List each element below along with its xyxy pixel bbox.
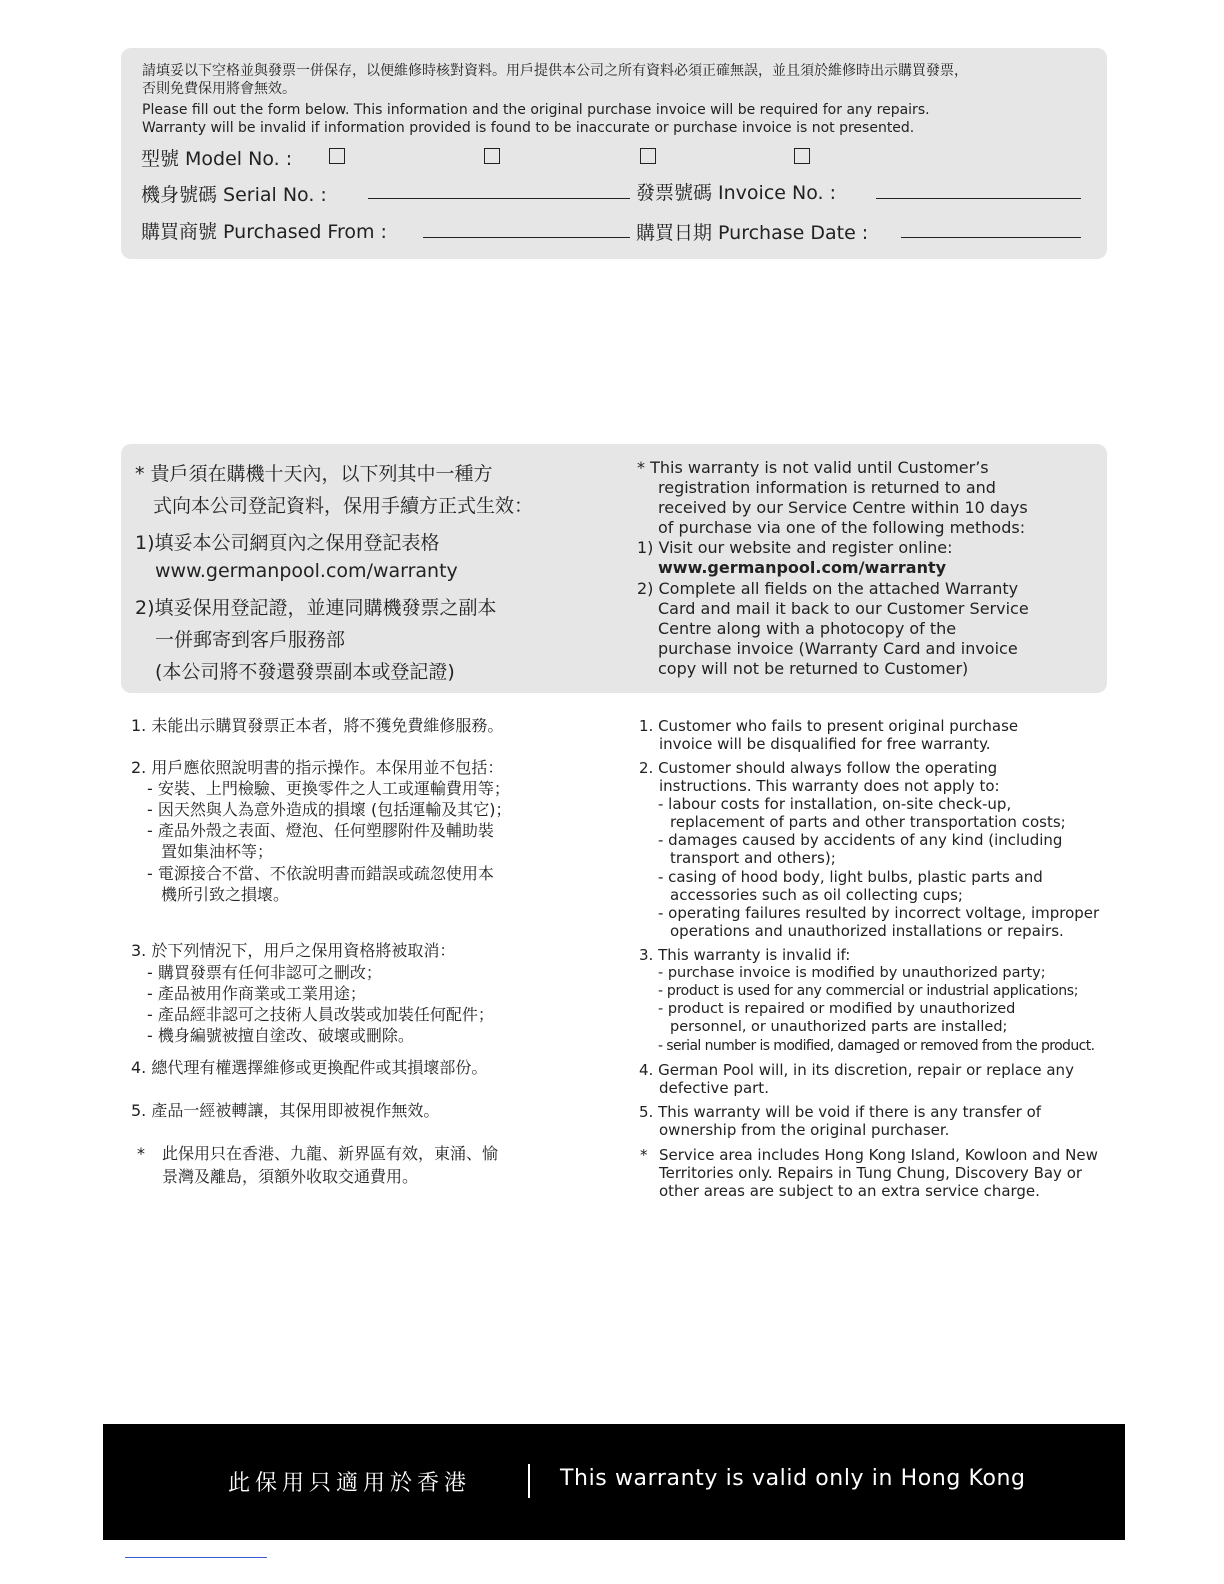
term-zh-line: 此保用只在香港、九龍、新界區有效，東涌、愉 [162,1144,499,1163]
term-en-line: defective part. [659,1079,769,1097]
notice-en-line: 1) Visit our website and register online: [637,538,953,557]
notice-en-line: 2) Complete all fields on the attached Warranty [637,579,1019,598]
term-en-line: 1. Customer who fails to present original purchase [639,717,1019,735]
term-zh-line: - 產品經非認可之技術人員改裝或加裝任何配件； [147,1005,494,1024]
footer-en-text: This warranty is valid only in Hong Kong [560,1466,1026,1491]
term-en-line: - purchase invoice is modified by unauthorized party; [658,965,1046,981]
term-zh-line: 2. 用戶應依照說明書的指示操作。本保用並不包括： [131,758,504,777]
term-en-line: 5. This warranty will be void if there is any transfer of [639,1103,1042,1121]
notice-zh-line: (本公司將不發還發票副本或登記證) [155,661,455,683]
notice-en-url[interactable]: www.germanpool.com/warranty [658,558,947,577]
purchased-from-input-line[interactable] [423,237,630,238]
model-checkbox-4[interactable] [794,148,810,164]
term-en-line: - casing of hood body, light bulbs, plastic parts and [658,868,1043,886]
term-zh-asterisk: * [137,1144,145,1163]
notice-zh-line: 1)填妥本公司網頁內之保用登記表格 [135,532,440,554]
term-zh-line: 景灣及離島，須額外收取交通費用。 [162,1167,419,1186]
term-en-line: replacement of parts and other transportation costs; [670,813,1066,831]
term-en-line: ownership from the original purchaser. [659,1121,950,1139]
form-intro-en-2: Warranty will be invalid if information provided is found to be inaccurate or purchase invoice is not presented. [142,120,915,136]
model-label: 型號 Model No. : [141,148,293,170]
purchase-date-label: 購買日期 Purchase Date : [636,222,869,244]
notice-en-line: of purchase via one of the following methods: [658,518,1026,537]
term-zh-line: - 安裝、上門檢驗、更換零件之人工或運輸費用等； [147,779,510,798]
term-en-line: accessories such as oil collecting cups; [670,886,963,904]
notice-en-line: copy will not be returned to Customer) [658,659,969,678]
form-intro-zh-2: 否則免費保用將會無效。 [142,81,296,97]
term-zh-line: 置如集油杯等； [161,842,274,861]
term-en-line: - serial number is modified, damaged or removed from the product. [658,1038,1095,1054]
invoice-input-line[interactable] [876,198,1081,199]
notice-zh-line: 式向本公司登記資料，保用手續方正式生效： [153,495,534,517]
term-en-line: 3. This warranty is invalid if: [639,946,851,964]
term-zh-line: - 因天然與人為意外造成的損壞 (包括運輸及其它)； [147,800,512,819]
serial-input-line[interactable] [368,198,630,199]
term-en-line: Service area includes Hong Kong Island, Kowloon and New [659,1146,1098,1164]
model-checkbox-1[interactable] [329,148,345,164]
notice-zh-line: 一併郵寄到客戶服務部 [155,629,346,651]
term-zh-line: - 購買發票有任何非認可之刪改； [147,963,382,982]
term-zh-line: 3. 於下列情況下，用戶之保用資格將被取消： [131,941,456,960]
term-zh-line: - 電源接合不當、不依說明書而錯誤或疏忽使用本 [147,864,494,883]
term-en-line: 4. German Pool will, in its discretion, repair or replace any [639,1061,1074,1079]
term-zh-line: - 產品外殼之表面、燈泡、任何塑膠附件及輔助裝 [147,821,494,840]
registration-notice-panel [121,444,1107,693]
notice-en-line: Centre along with a photocopy of the [658,619,957,638]
bottom-rule [125,1557,267,1558]
form-intro-en-1: Please fill out the form below. This information and the original purchase invoice will be required for any repairs. [142,102,930,118]
model-checkbox-3[interactable] [640,148,656,164]
notice-zh-line: * 貴戶須在購機十天內，以下列其中一種方 [135,463,493,485]
term-en-line: invoice will be disqualified for free warranty. [659,735,991,753]
registration-form-panel [121,48,1107,259]
notice-en-line: received by our Service Centre within 10 days [658,498,1028,517]
term-en-line: - operating failures resulted by incorrect voltage, improper [658,904,1100,922]
purchase-date-input-line[interactable] [901,237,1081,238]
form-intro-zh-1: 請填妥以下空格並與發票一併保存，以便維修時核對資料。用戶提供本公司之所有資料必須正確無誤，並且須於維修時出示購買發票， [142,63,968,79]
term-en-line: - damages caused by accidents of any kind (including [658,831,1063,849]
notice-en-line: registration information is returned to and [658,478,996,497]
notice-en-line: purchase invoice (Warranty Card and invoice [658,639,1018,658]
footer-bar [103,1424,1125,1540]
notice-en-line: Card and mail it back to our Customer Service [658,599,1029,618]
model-checkbox-2[interactable] [484,148,500,164]
term-en-line: 2. Customer should always follow the operating [639,759,998,777]
purchased-from-label: 購買商號 Purchased From : [141,221,387,243]
term-en-line: Territories only. Repairs in Tung Chung, Discovery Bay or [659,1164,1083,1182]
term-en-line: personnel, or unauthorized parts are installed; [670,1019,1008,1035]
term-en-line: operations and unauthorized installations or repairs. [670,922,1064,940]
term-en-line: - labour costs for installation, on-site check-up, [658,795,1012,813]
term-en-line: - product is used for any commercial or industrial applications; [658,983,1079,999]
notice-zh-line: 2)填妥保用登記證，並連同購機發票之副本 [135,597,497,619]
notice-en-line: * This warranty is not valid until Customer’s [637,458,989,477]
term-zh-line: 4. 總代理有權選擇維修或更換配件或其損壞部份。 [131,1058,488,1077]
term-zh-line: 1. 未能出示購買發票正本者，將不獲免費維修服務。 [131,716,504,735]
notice-zh-url[interactable]: www.germanpool.com/warranty [155,560,458,582]
term-en-asterisk: * [640,1146,648,1164]
term-en-line: transport and others); [670,849,836,867]
term-zh-line: - 產品被用作商業或工業用途； [147,984,366,1003]
serial-label: 機身號碼 Serial No. : [141,184,327,206]
term-en-line: - product is repaired or modified by unauthorized [658,1001,1016,1017]
term-zh-line: 機所引致之損壞。 [161,885,290,904]
footer-divider [528,1464,530,1498]
term-zh-line: 5. 產品一經被轉讓，其保用即被視作無效。 [131,1101,440,1120]
term-en-line: other areas are subject to an extra service charge. [659,1182,1040,1200]
invoice-label: 發票號碼 Invoice No. : [636,182,836,204]
term-zh-line: - 機身編號被擅自塗改、破壞或刪除。 [147,1026,414,1045]
footer-zh-text: 此保用只適用於香港 [228,1471,472,1496]
term-en-line: instructions. This warranty does not apply to: [659,777,1000,795]
